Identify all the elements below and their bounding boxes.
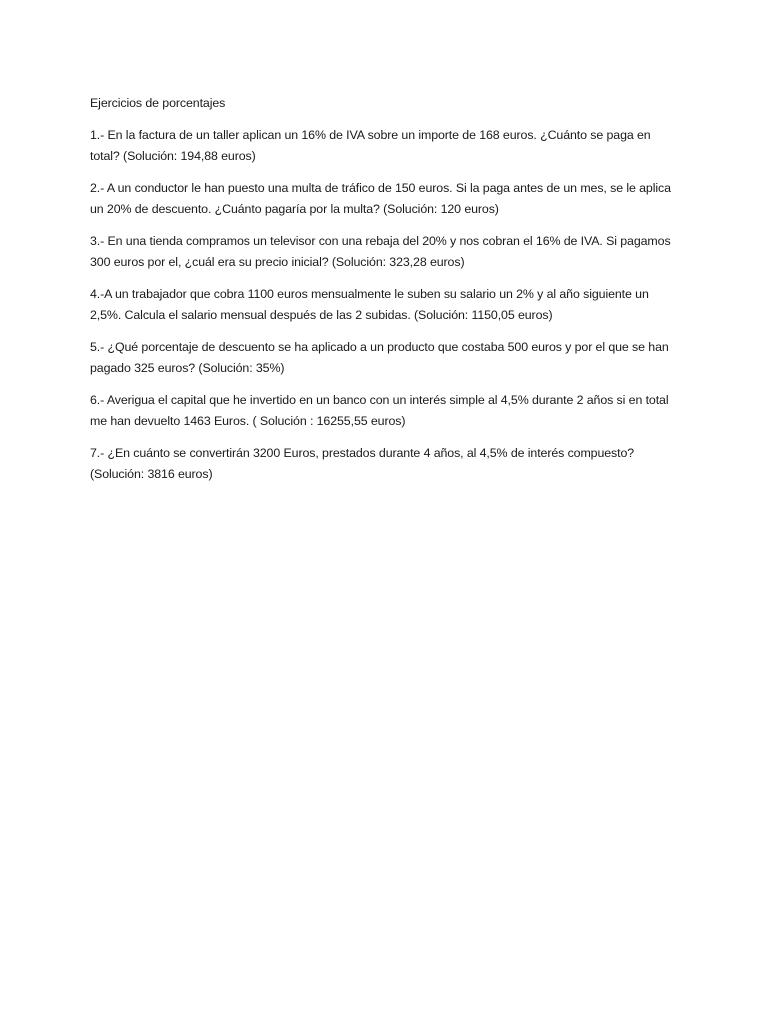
exercise-7: 7.- ¿En cuánto se convertirán 3200 Euros, prestados durante 4 años, al 4,5% de interés compuesto? (Solución: 3816 euros) xyxy=(90,446,635,481)
exercise-2: 2.- A un conductor le han puesto una multa de tráfico de 150 euros. Si la paga antes de un mes, se le aplica un 20% de descuento. ¿Cuánto pagaría por la multa? (Solución: 120 euros) xyxy=(90,181,671,216)
exercise-6: 6.- Averigua el capital que he invertido en un banco con un interés simple al 4,5% durante 2 años si en total me han devuelto 1463 Euros. ( Solución : 16255,55 euros) xyxy=(90,393,669,428)
exercise-5: 5.- ¿Qué porcentaje de descuento se ha aplicado a un producto que costaba 500 euros y por el que se han pagado 325 euros? (Solución: 35%) xyxy=(90,340,669,375)
document-content xyxy=(90,93,680,496)
exercise-3: 3.- En una tienda compramos un televisor con una rebaja del 20% y nos cobran el 16% de IVA. Si pagamos 300 euros por el, ¿cuál era su precio inicial? (Solución: 323,28 euros) xyxy=(90,234,671,269)
document-title: Ejercicios de porcentajes xyxy=(90,96,226,110)
exercise-1: 1.- En la factura de un taller aplican un 16% de IVA sobre un importe de 168 euros. ¿Cuánto se paga en total? (Solución: 194,88 euros) xyxy=(90,128,651,163)
exercise-4: 4.-A un trabajador que cobra 1100 euros mensualmente le suben su salario un 2% y al año siguiente un 2,5%. Calcula el salario mensual después de las 2 subidas. (Solución: 1150,05 euros) xyxy=(90,287,649,322)
